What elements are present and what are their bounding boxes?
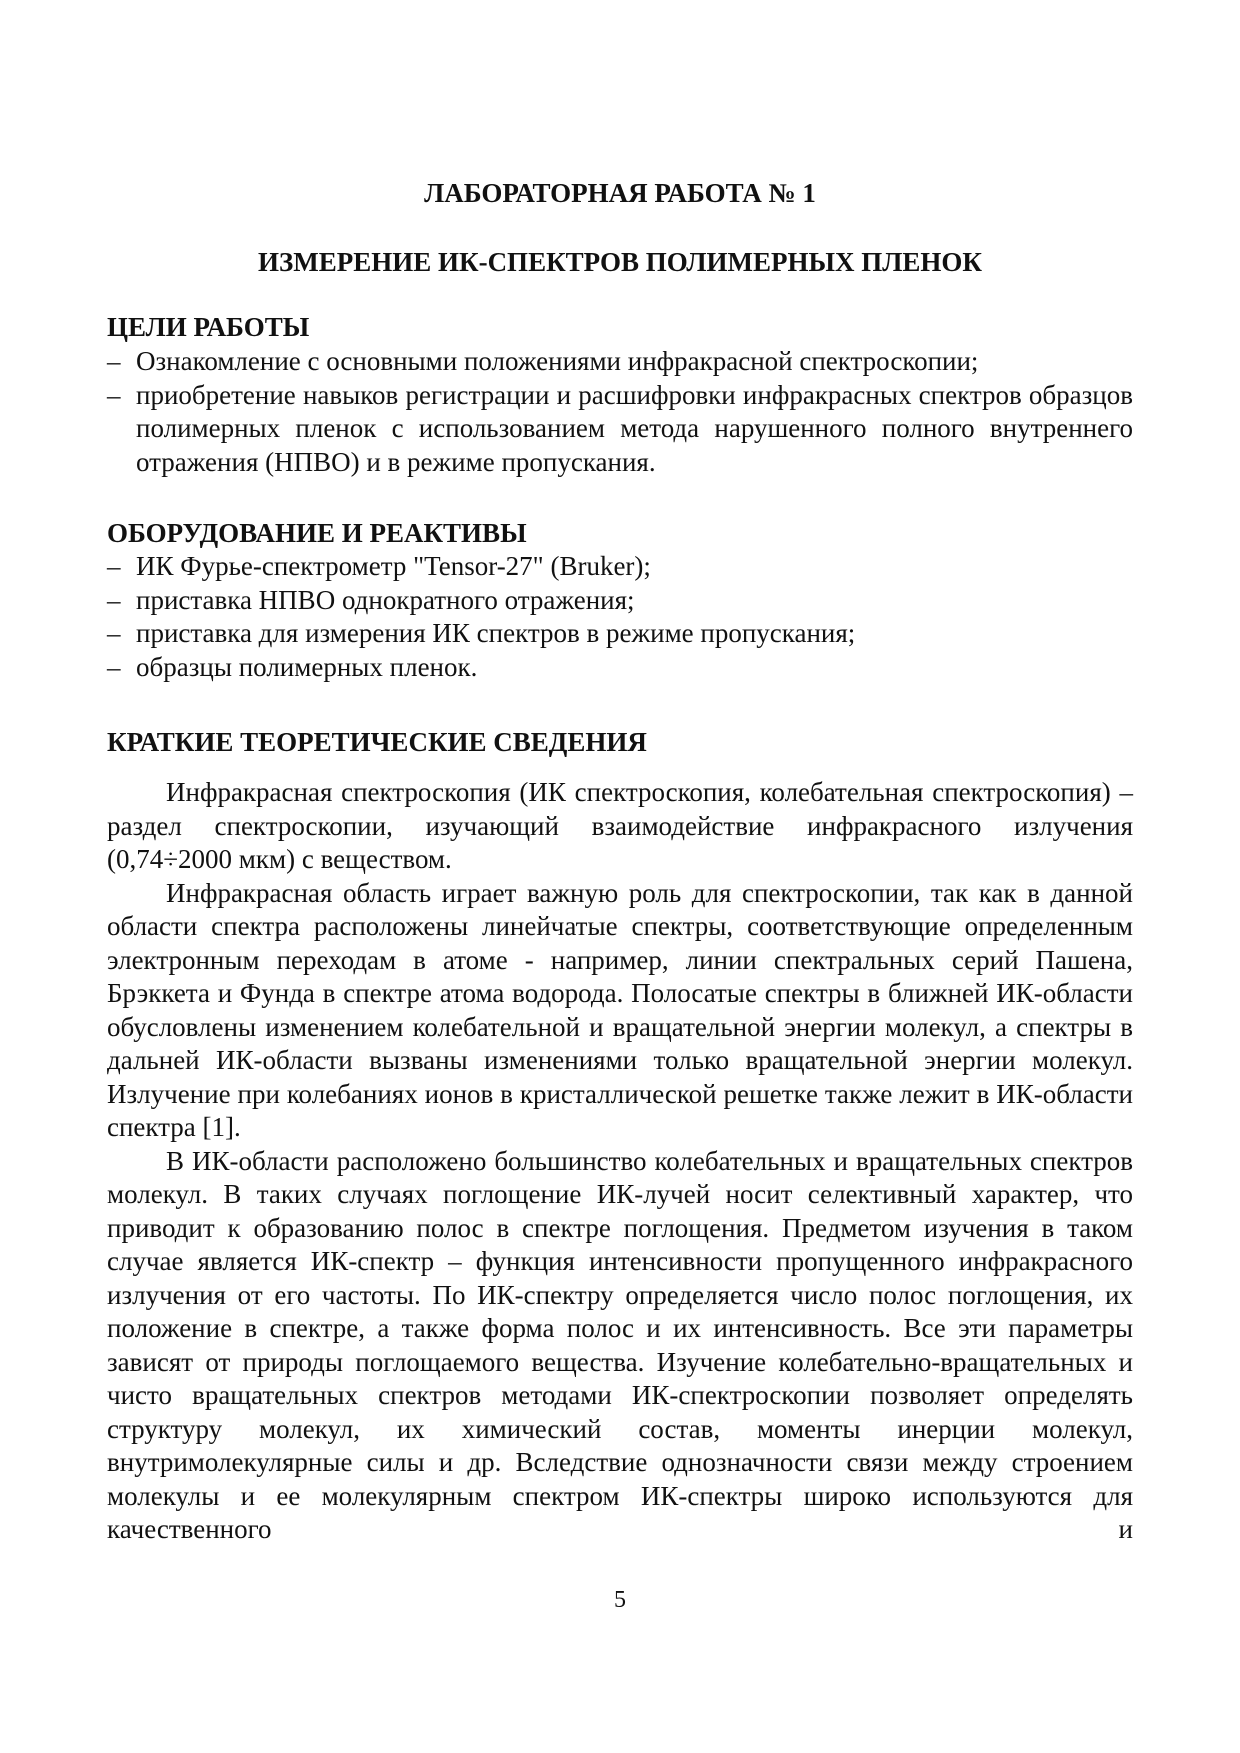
goal-item: – Ознакомление с основными положениями инфракрасной спектроскопии; xyxy=(107,345,1133,379)
document-page xyxy=(107,0,1133,1753)
theory-heading: КРАТКИЕ ТЕОРЕТИЧЕСКИЕ СВЕДЕНИЯ xyxy=(107,727,647,757)
equipment-item: – приставка для измерения ИК спектров в режиме пропускания; xyxy=(107,617,1133,651)
goals-heading: ЦЕЛИ РАБОТЫ xyxy=(107,312,310,342)
lab-title: ЛАБОРАТОРНАЯ РАБОТА № 1 xyxy=(424,178,816,208)
equipment-item: – ИК Фурье-спектрометр "Tensor-27" (Bruker); xyxy=(107,550,1133,584)
theory-paragraph: Инфракрасная область играет важную роль для спектроскопии, так как в данной области спектра расположены линейчатые спектры, соответствующие определенным электронным переходам в атоме - например, линии спектральных серий Пашена, Брэккета и Фунда в спектре атома водорода. Полосатые спектры в ближней ИК-области обусловлены изменением колебательной и вращательной энергии молекул, а спектры в дальней ИК-области вызваны изменениями только вращательной энергии молекул. Излучение при колебаниях ионов в кристаллической решетке также лежит в ИК-области спектра [1]. xyxy=(107,877,1133,1142)
equipment-item: – образцы полимерных пленок. xyxy=(107,651,1133,685)
lab-subtitle: ИЗМЕРЕНИЕ ИК-СПЕКТРОВ ПОЛИМЕРНЫХ ПЛЕНОК xyxy=(257,247,982,277)
goal-item: – приобретение навыков регистрации и расшифровки инфракрасных спектров образцов полимерных пленок с использованием метода нарушенного полного внутреннего отражения (НПВО) и в режиме пропускания. xyxy=(107,379,1133,480)
theory-paragraph: Инфракрасная спектроскопия (ИК спектроскопия, колебательная спектроскопия) – раздел спектроскопии, изучающий взаимодействие инфракрасного излучения (0,74÷2000 мкм) с веществом. xyxy=(107,777,1133,874)
equipment-heading: ОБОРУДОВАНИЕ И РЕАКТИВЫ xyxy=(107,518,527,548)
page-number: 5 xyxy=(614,1587,626,1613)
equipment-list xyxy=(107,550,1133,684)
theory-body xyxy=(107,776,1133,1547)
theory-paragraph: В ИК-области расположено большинство колебательных и вращательных спектров молекул. В таких случаях поглощение ИК-лучей носит селективный характер, что приводит к образованию полос в спектре поглощения. Предметом изучения в таком случае является ИК-спектр – функция интенсивности пропущенного инфракрасного излучения от его частоты. По ИК-спектру определяется число полос поглощения, их положение в спектре, а также форма полос и их интенсивность. Все эти параметры зависят от природы поглощаемого вещества. Изучение колебательно-вращательных и чисто вращательных спектров методами ИК-спектроскопии позволяет определять структуру молекул, их химический состав, моменты инерции молекул, внутримолекулярные силы и др. Вследствие однозначности связи между строением молекулы и ее молекулярным спектром ИК-спектры широко используются для качественного и xyxy=(107,1145,1133,1544)
goals-list xyxy=(107,345,1133,479)
equipment-item: – приставка НПВО однократного отражения; xyxy=(107,584,1133,618)
